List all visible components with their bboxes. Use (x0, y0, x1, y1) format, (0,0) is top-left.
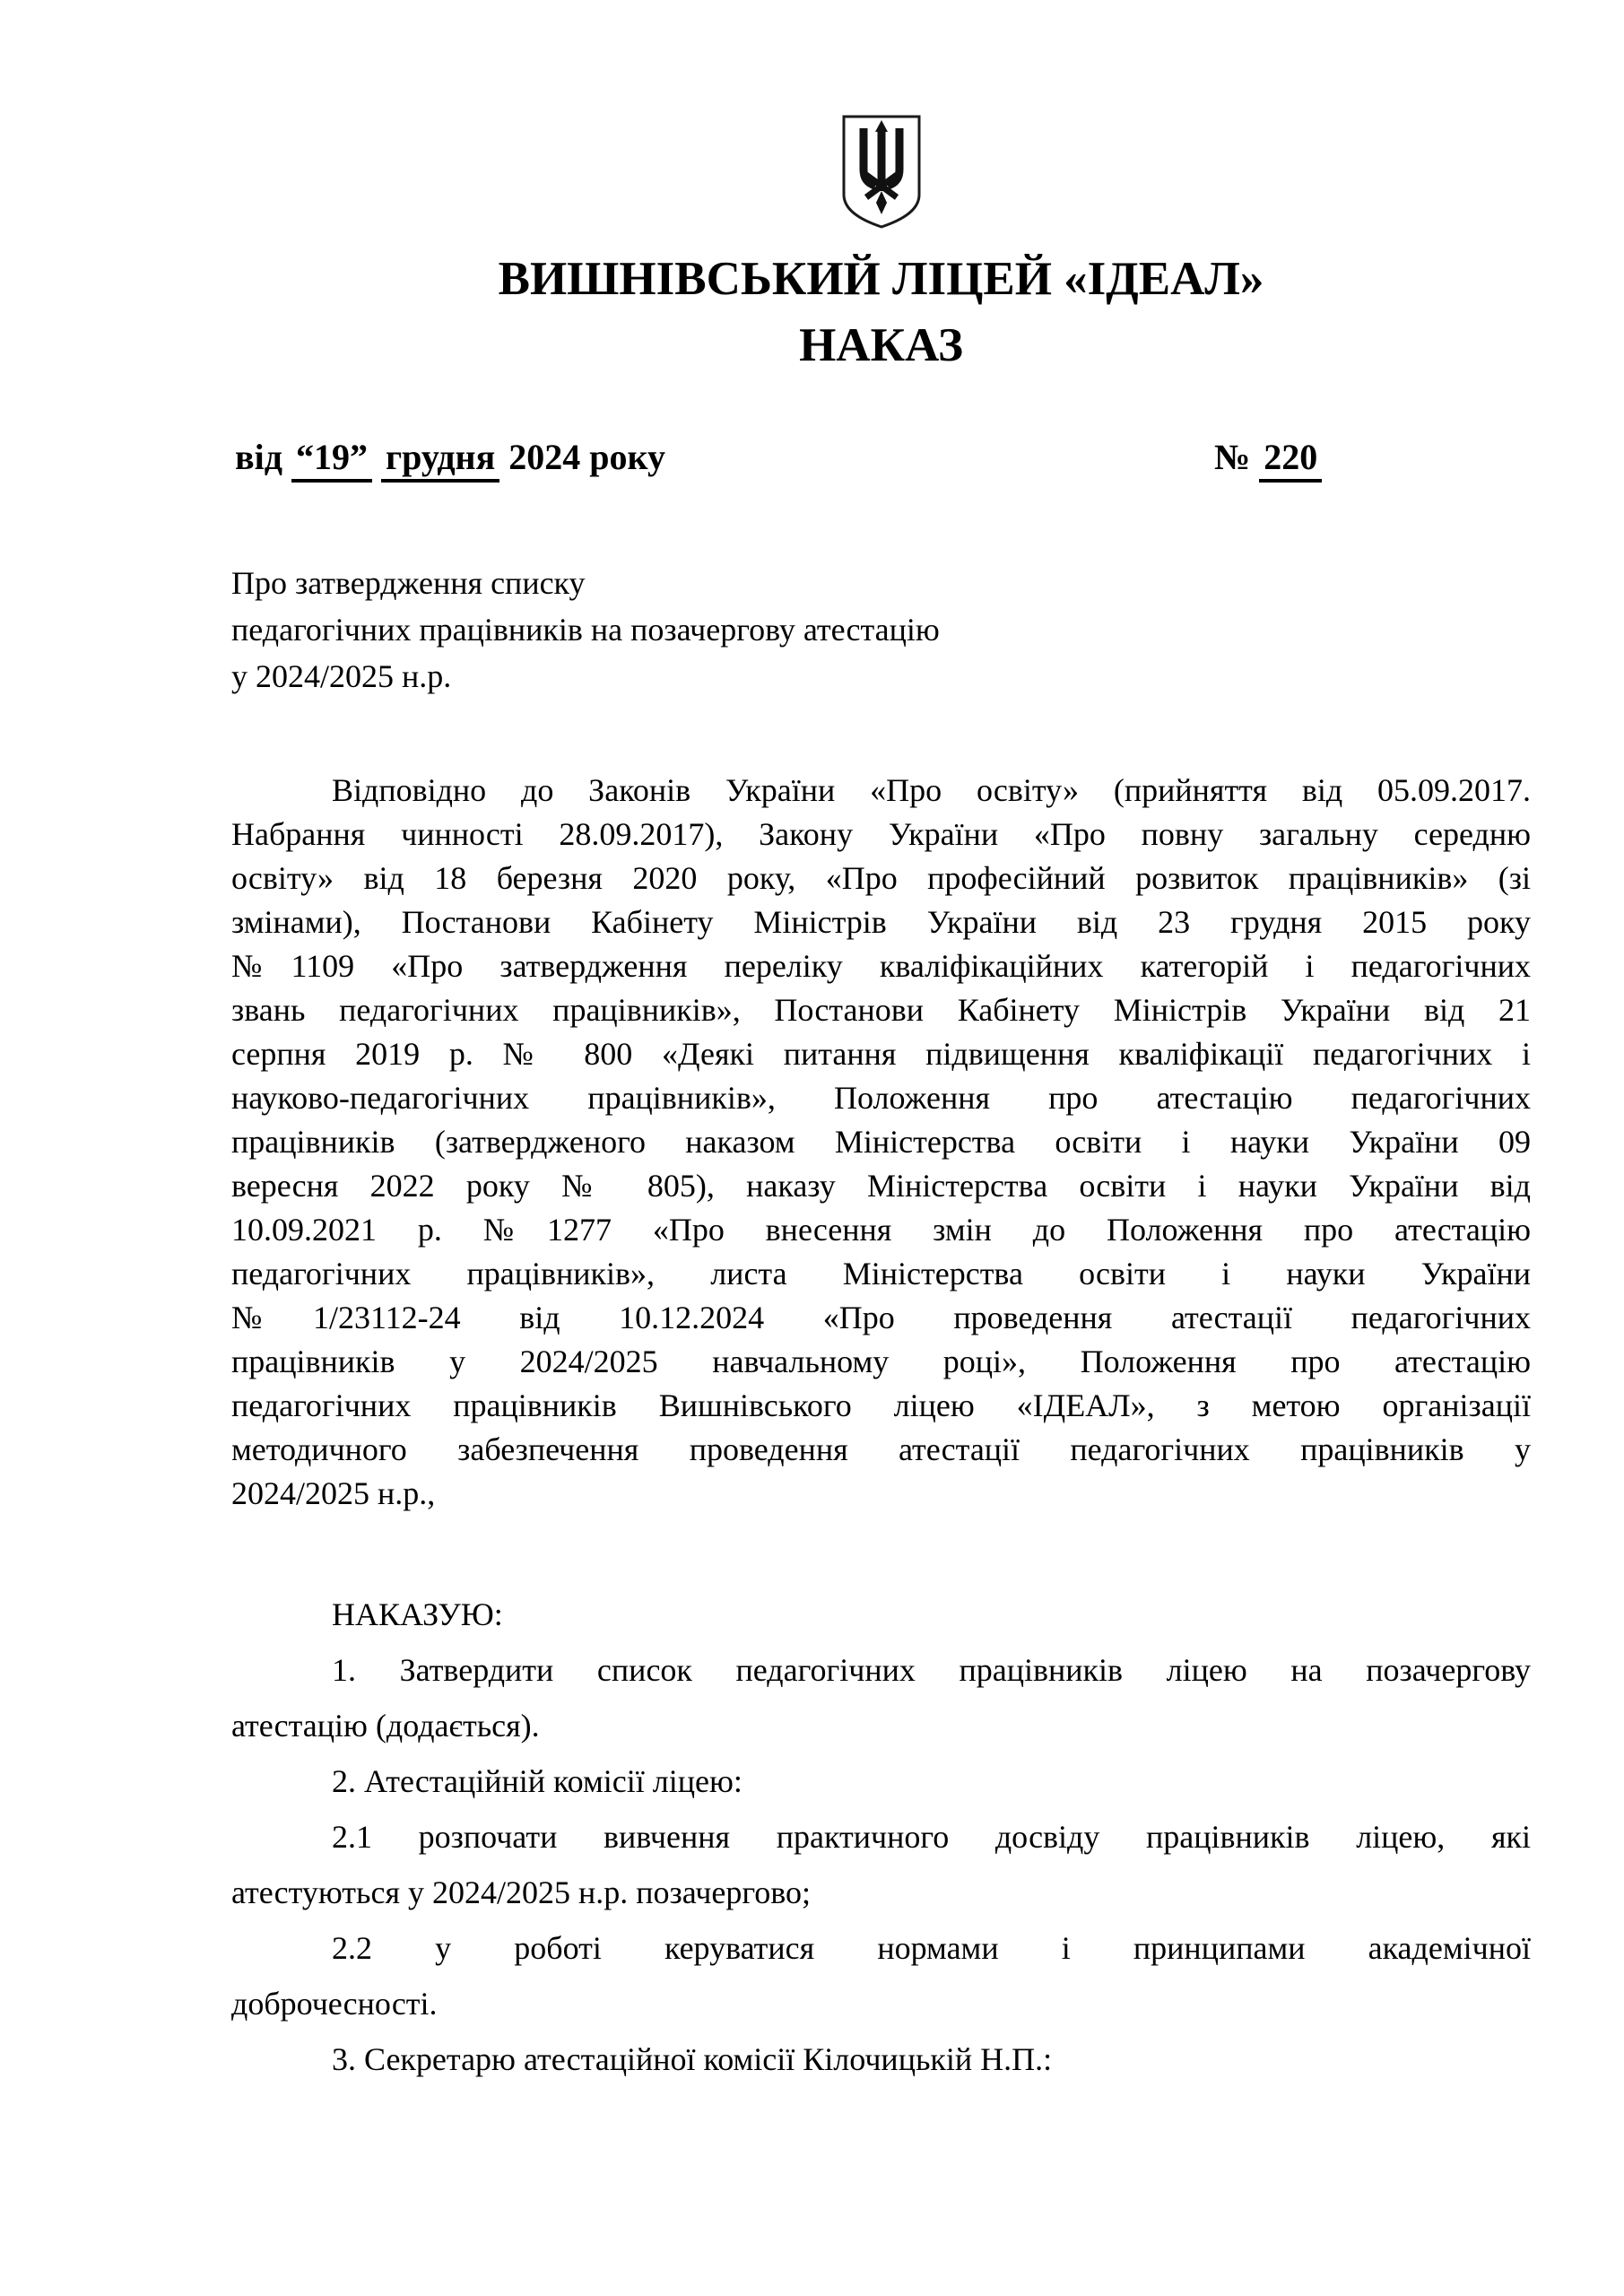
order-lead: НАКАЗУЮ: (332, 1596, 503, 1632)
order-item (231, 2031, 1531, 2087)
text-line: педагогічних працівників», листа Міністерства освіти і науки України (231, 1256, 1531, 1292)
text-line: №1/23112-24 від 10.12.2024 «Про проведення атестації педагогічних (231, 1300, 1531, 1335)
order-number (1214, 436, 1322, 483)
date-month: грудня (381, 439, 499, 483)
date-line (235, 436, 665, 483)
text-line: 2.2 у роботі керуватися нормами і принципами академічної (332, 1930, 1531, 1966)
text-line: атестуються у 2024/2025 н.р. позачергово; (231, 1874, 811, 1910)
order-item (231, 1642, 1531, 1753)
text-line: 2.1 розпочати вивчення практичного досвіду працівників ліцею, які (332, 1819, 1531, 1855)
text-line: методичного забезпечення проведення атестації педагогічних працівників у (231, 1431, 1531, 1467)
text-line: звань педагогічних працівників», Постанови Кабінету Міністрів України від 21 (231, 992, 1531, 1028)
text-line: доброчесності. (231, 1986, 438, 2022)
text-line: працівників у 2024/2025 навчальному році», Положення про атестацію (231, 1344, 1531, 1379)
school-name: ВИШНІВСЬКИЙ ЛІЦЕЙ «ІДЕАЛ» (498, 253, 1264, 305)
number-value: 220 (1259, 439, 1322, 483)
text-line: 2024/2025 н.р., (231, 1475, 436, 1511)
text-line: 3. Секретарю атестаційної комісії Кілочицькій Н.П.: (332, 2041, 1053, 2077)
text-line: 10.09.2021 р. №1277 «Про внесення змін до Положення про атестацію (231, 1212, 1531, 1248)
text-line: 1. Затвердити список педагогічних працівників ліцею на позачергову (332, 1652, 1531, 1688)
text-line: змінами), Постанови Кабінету Міністрів України від 23 грудня 2015 року (231, 904, 1531, 940)
order-item (231, 1920, 1531, 2031)
text-line: Відповідно до Законів України «Про освіту» (прийняття від 05.09.2017. (332, 772, 1531, 808)
text-line: педагогічних працівників Вишнівського ліцею «ІДЕАЛ», з метою організації (231, 1387, 1531, 1423)
subject-block (231, 560, 1531, 700)
text-line: атестацію (додається). (231, 1708, 540, 1744)
subject-line: Про затвердження списку (231, 565, 586, 601)
document-type-title: НАКАЗ (799, 319, 963, 371)
ukraine-trident-emblem-icon (839, 113, 924, 231)
text-line: науково-педагогічних працівників», Положення про атестацію педагогічних (231, 1080, 1531, 1116)
order-item (231, 1809, 1531, 1920)
text-line: працівників (затвердженого наказом Міністерства освіти і науки України 09 (231, 1124, 1531, 1160)
date-suffix: 2024 року (508, 437, 665, 477)
text-line: 2. Атестаційній комісії ліцею: (332, 1763, 743, 1799)
text-line: Набрання чинності 28.09.2017), Закону України «Про повну загальну середню (231, 816, 1531, 852)
text-line: освіту» від 18 березня 2020 року, «Про професійний розвиток працівників» (зі (231, 860, 1531, 896)
subject-line: педагогічних працівників на позачергову атестацію (231, 612, 940, 648)
text-line: серпня 2019 р. № 800 «Деякі питання підвищення кваліфікації педагогічних і (231, 1036, 1531, 1072)
order-section (231, 1587, 1531, 2087)
date-day: “19” (291, 439, 372, 483)
text-line: №1109 «Про затвердження переліку кваліфікаційних категорій і педагогічних (231, 948, 1531, 984)
order-item (231, 1753, 1531, 1809)
preamble-paragraph (231, 769, 1531, 1516)
date-prefix: від (235, 437, 282, 477)
subject-line: у 2024/2025 н.р. (231, 658, 452, 694)
number-sign: № (1214, 437, 1251, 477)
text-line: вересня 2022 року № 805), наказу Міністерства освіти і науки України від (231, 1168, 1531, 1204)
